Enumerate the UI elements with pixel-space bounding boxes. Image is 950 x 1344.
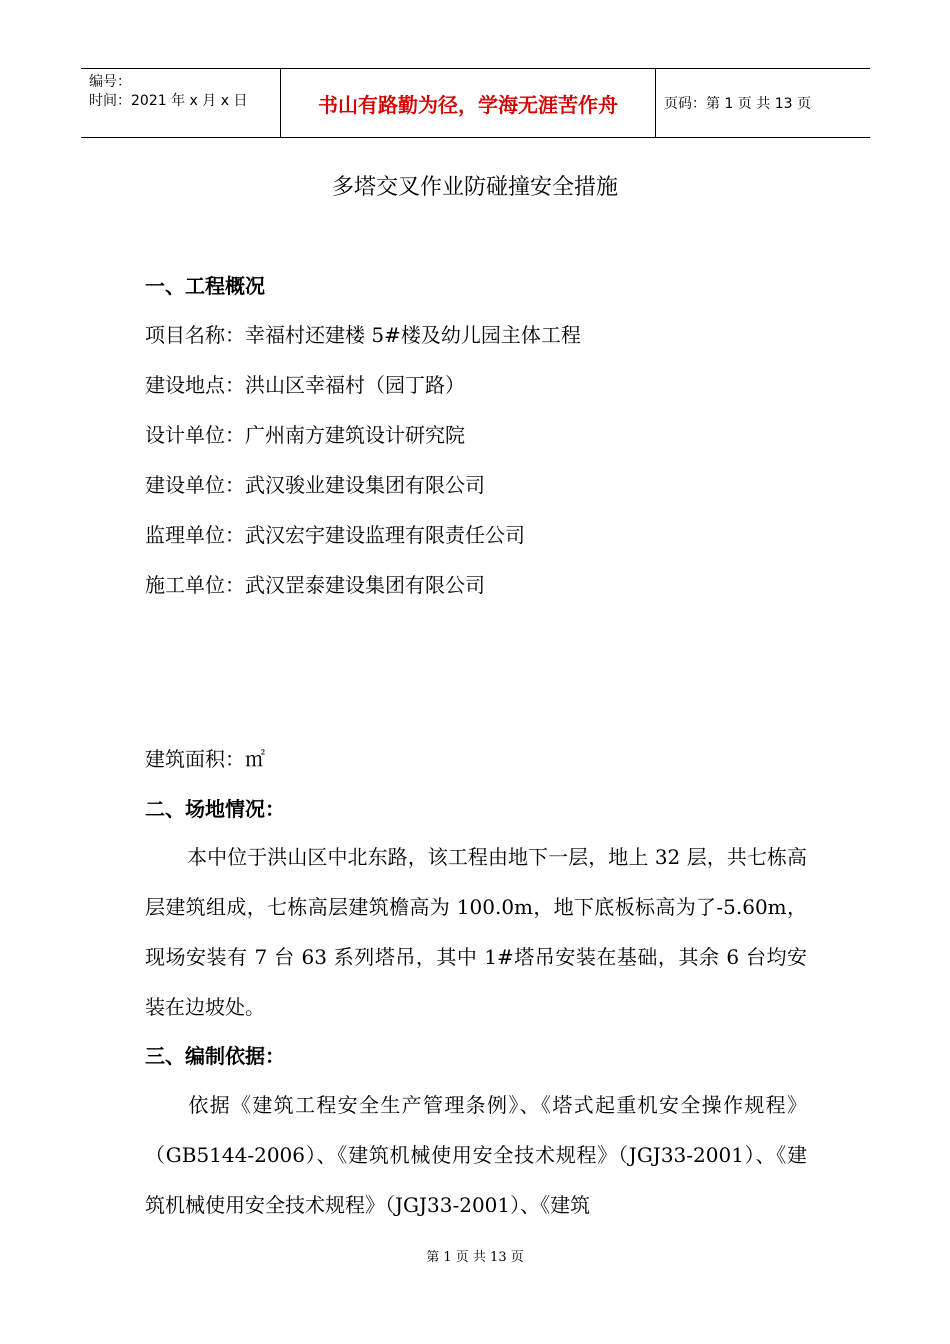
document-number-label: 编号： — [89, 74, 131, 90]
info-line-building-area: 建筑面积：㎡ — [145, 747, 265, 771]
basis-paragraph-text: 依据《建筑工程安全生产管理条例》、《塔式起重机安全操作规程》（GB5144-2006）、《建筑机械使用安全技术规程》（JGJ33-2001）、《建筑机械使用安全技术规程》（JGJ33-2001）、《建筑 — [145, 1093, 807, 1217]
document-title: 多塔交叉作业防碰撞安全措施 — [331, 175, 618, 200]
site-paragraph-text: 本中位于洪山区中北东路，该工程由地下一层，地上 32 层，共七栋高层建筑组成，七栋高层建筑檐高为 100.0m，地下底板标高为了-5.60m，现场安装有 7 台 63 系列塔吊，其中 1#塔吊安装在基础，其余 6 台均安装在边坡处。 — [145, 845, 807, 1019]
info-line-design-unit: 设计单位：广州南方建筑设计研究院 — [145, 423, 465, 447]
header-motto: 书山有路勤为径，学海无涯苦作舟 — [318, 92, 618, 117]
section-heading-overview: 一、工程概况 — [145, 274, 265, 298]
header-motto-cell — [281, 69, 656, 137]
info-line-construction-unit: 施工单位：武汉罡泰建设集团有限公司 — [145, 573, 485, 597]
section-heading-site: 二、场地情况： — [145, 797, 285, 821]
header-page-info: 页码：第 1 页 共 13 页 — [664, 96, 811, 112]
header-page-cell — [656, 69, 870, 137]
basis-paragraph — [145, 1080, 807, 1230]
info-line-owner-unit: 建设单位：武汉骏业建设集团有限公司 — [145, 473, 485, 497]
document-time-label: 时间：2021 年 x 月 x 日 — [89, 93, 248, 109]
site-paragraph — [145, 832, 807, 1032]
section-heading-basis: 三、编制依据： — [145, 1044, 285, 1068]
header-meta-cell — [81, 69, 281, 137]
info-line-location: 建设地点：洪山区幸福村（园丁路） — [145, 373, 465, 397]
header-table — [81, 68, 870, 138]
info-line-supervision-unit: 监理单位：武汉宏宇建设监理有限责任公司 — [145, 523, 525, 547]
page-footer: 第 1 页 共 13 页 — [426, 1250, 524, 1265]
info-line-project-name: 项目名称：幸福村还建楼 5#楼及幼儿园主体工程 — [145, 323, 581, 347]
